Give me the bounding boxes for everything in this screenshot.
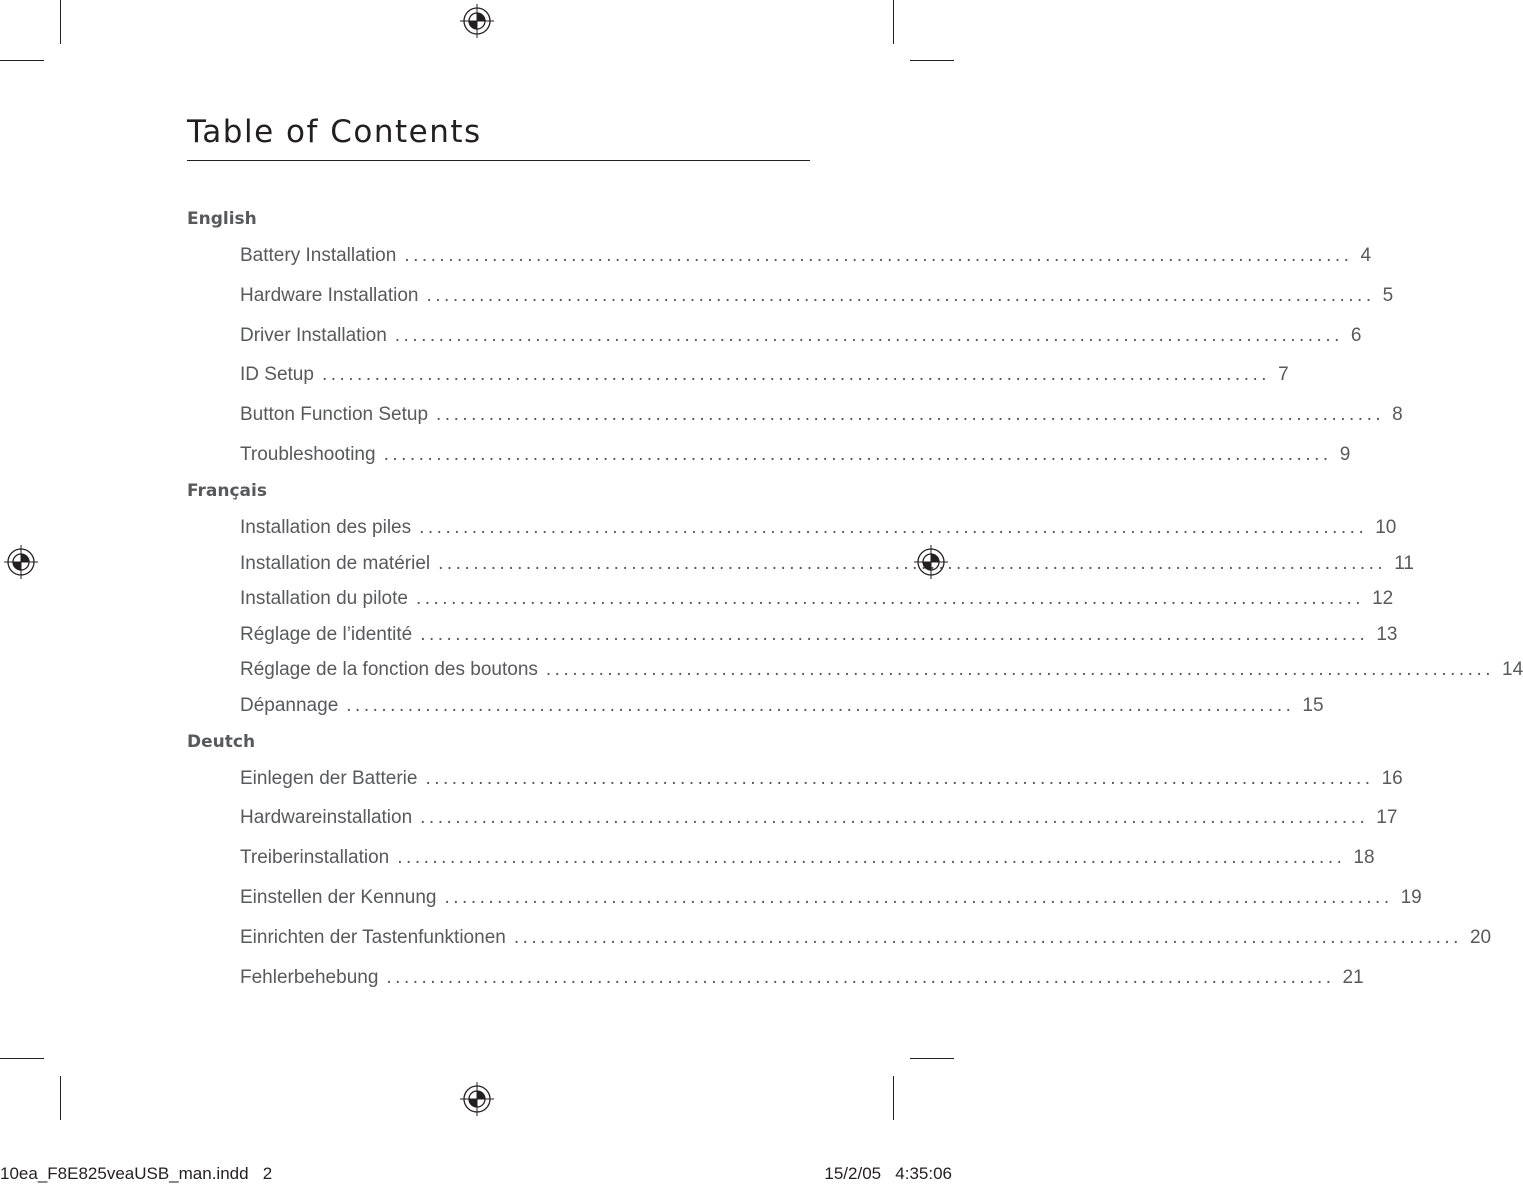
toc-entry[interactable] bbox=[240, 516, 1397, 540]
toc-entry[interactable] bbox=[240, 658, 1523, 682]
toc-entry-page: 4 bbox=[1360, 245, 1372, 266]
toc-entry[interactable] bbox=[240, 552, 1414, 576]
section-heading-english: English bbox=[187, 209, 257, 229]
toc-entry[interactable] bbox=[240, 966, 1364, 990]
leader-dots: ............................................................................................................ bbox=[425, 768, 1374, 789]
toc-entry-page: 13 bbox=[1376, 624, 1398, 645]
toc-entry-title: Réglage de l’identité bbox=[240, 624, 413, 645]
leader-dots: ............................................................................................................ bbox=[545, 659, 1495, 680]
toc-entry-page: 8 bbox=[1392, 404, 1403, 425]
registration-mark-icon bbox=[460, 1082, 494, 1116]
leader-dots: ............................................................................................................ bbox=[383, 444, 1332, 465]
toc-entry-page: 16 bbox=[1381, 768, 1403, 789]
toc-entry-page: 10 bbox=[1375, 517, 1397, 538]
crop-mark bbox=[0, 1058, 44, 1059]
toc-entry-page: 5 bbox=[1382, 285, 1394, 306]
toc-entry-title: Installation du pilote bbox=[240, 588, 408, 609]
leader-dots: ............................................................................................................ bbox=[404, 245, 1353, 266]
toc-entry[interactable] bbox=[240, 363, 1289, 387]
toc-entry-page: 17 bbox=[1376, 807, 1398, 828]
leader-dots: ............................................................................................................ bbox=[444, 887, 1393, 908]
section-heading-deutch: Deutch bbox=[187, 732, 256, 752]
toc-entry-page: 12 bbox=[1372, 588, 1394, 609]
toc-entry-title: Réglage de la fonction des boutons bbox=[240, 659, 538, 680]
toc-entry-title: Fehlerbehebung bbox=[240, 967, 379, 988]
leader-dots: ............................................................................................................ bbox=[420, 807, 1369, 828]
leader-dots: ............................................................................................................ bbox=[438, 553, 1387, 574]
leader-dots: ............................................................................................................ bbox=[419, 517, 1368, 538]
crop-mark bbox=[910, 1058, 954, 1059]
toc-entry[interactable] bbox=[240, 244, 1372, 268]
toc-entry[interactable] bbox=[240, 767, 1403, 791]
toc-entry-page: 19 bbox=[1400, 887, 1422, 908]
toc-entry-title: Treiberinstallation bbox=[240, 847, 390, 868]
toc-entry-title: Dépannage bbox=[240, 695, 339, 716]
footer-filename: 10ea_F8E825veaUSB_man.indd 2 bbox=[0, 1164, 273, 1183]
toc-entry-page: 21 bbox=[1342, 967, 1364, 988]
crop-mark bbox=[893, 1076, 894, 1120]
leader-dots: ............................................................................................................ bbox=[386, 967, 1335, 988]
toc-entry[interactable] bbox=[240, 806, 1398, 830]
leader-dots: ............................................................................................................ bbox=[346, 695, 1295, 716]
toc-entry-title: ID Setup bbox=[240, 364, 314, 385]
crop-mark bbox=[60, 0, 61, 44]
crop-mark bbox=[0, 60, 44, 61]
toc-entry-title: Einrichten der Tastenfunktionen bbox=[240, 927, 506, 948]
section-heading-francais: Français bbox=[187, 481, 267, 501]
toc-entry-page: 9 bbox=[1339, 444, 1351, 465]
toc-entry-page: 15 bbox=[1302, 695, 1324, 716]
toc-entry[interactable] bbox=[240, 443, 1351, 467]
toc-entry-title: Hardwareinstallation bbox=[240, 807, 413, 828]
toc-entry-title: Driver Installation bbox=[240, 325, 387, 346]
crop-mark bbox=[893, 0, 894, 44]
leader-dots: ............................................................................................................ bbox=[420, 624, 1369, 645]
toc-entry-title: Einstellen der Kennung bbox=[240, 887, 437, 908]
crop-mark bbox=[60, 1076, 61, 1120]
leader-dots: ............................................................................................................ bbox=[513, 927, 1462, 948]
toc-entry-title: Hardware Installation bbox=[240, 285, 419, 306]
toc-entry-title: Battery Installation bbox=[240, 245, 397, 266]
leader-dots: ............................................................................................................ bbox=[397, 847, 1346, 868]
toc-entry-title: Installation de matériel bbox=[240, 553, 431, 574]
toc-entry-page: 20 bbox=[1469, 927, 1492, 948]
toc-entry-title: Button Function Setup bbox=[240, 404, 429, 425]
leader-dots: ............................................................................................................ bbox=[321, 364, 1271, 385]
toc-entry[interactable] bbox=[240, 324, 1362, 348]
leader-dots: ............................................................................................................ bbox=[426, 285, 1375, 306]
toc-entry[interactable] bbox=[240, 886, 1422, 910]
registration-mark-icon bbox=[4, 545, 38, 579]
leader-dots: ............................................................................................................ bbox=[394, 325, 1343, 346]
toc-entry-title: Troubleshooting bbox=[240, 444, 376, 465]
toc-entry[interactable] bbox=[240, 623, 1398, 647]
toc-entry-page: 18 bbox=[1353, 847, 1375, 868]
registration-mark-icon bbox=[460, 4, 494, 38]
toc-entry-page: 6 bbox=[1350, 325, 1362, 346]
toc-entry[interactable] bbox=[240, 284, 1394, 308]
toc-entry[interactable] bbox=[240, 403, 1403, 427]
toc-entry[interactable] bbox=[240, 694, 1324, 718]
toc-entry-page: 7 bbox=[1278, 364, 1289, 385]
toc-entry[interactable] bbox=[240, 926, 1492, 950]
crop-mark bbox=[910, 60, 954, 61]
toc-entry-title: Installation des piles bbox=[240, 517, 412, 538]
leader-dots: ............................................................................................................ bbox=[436, 404, 1385, 425]
page-title: Table of Contents bbox=[187, 114, 482, 150]
toc-entry-title: Einlegen der Batterie bbox=[240, 768, 418, 789]
toc-entry[interactable] bbox=[240, 587, 1394, 611]
footer-timestamp: 15/2/05 4:35:06 bbox=[824, 1164, 952, 1183]
title-rule bbox=[187, 160, 810, 161]
toc-entry[interactable] bbox=[240, 846, 1375, 870]
toc-entry-page: 14 bbox=[1502, 659, 1523, 680]
leader-dots: ............................................................................................................ bbox=[415, 588, 1365, 609]
toc-entry-page: 11 bbox=[1394, 553, 1414, 574]
